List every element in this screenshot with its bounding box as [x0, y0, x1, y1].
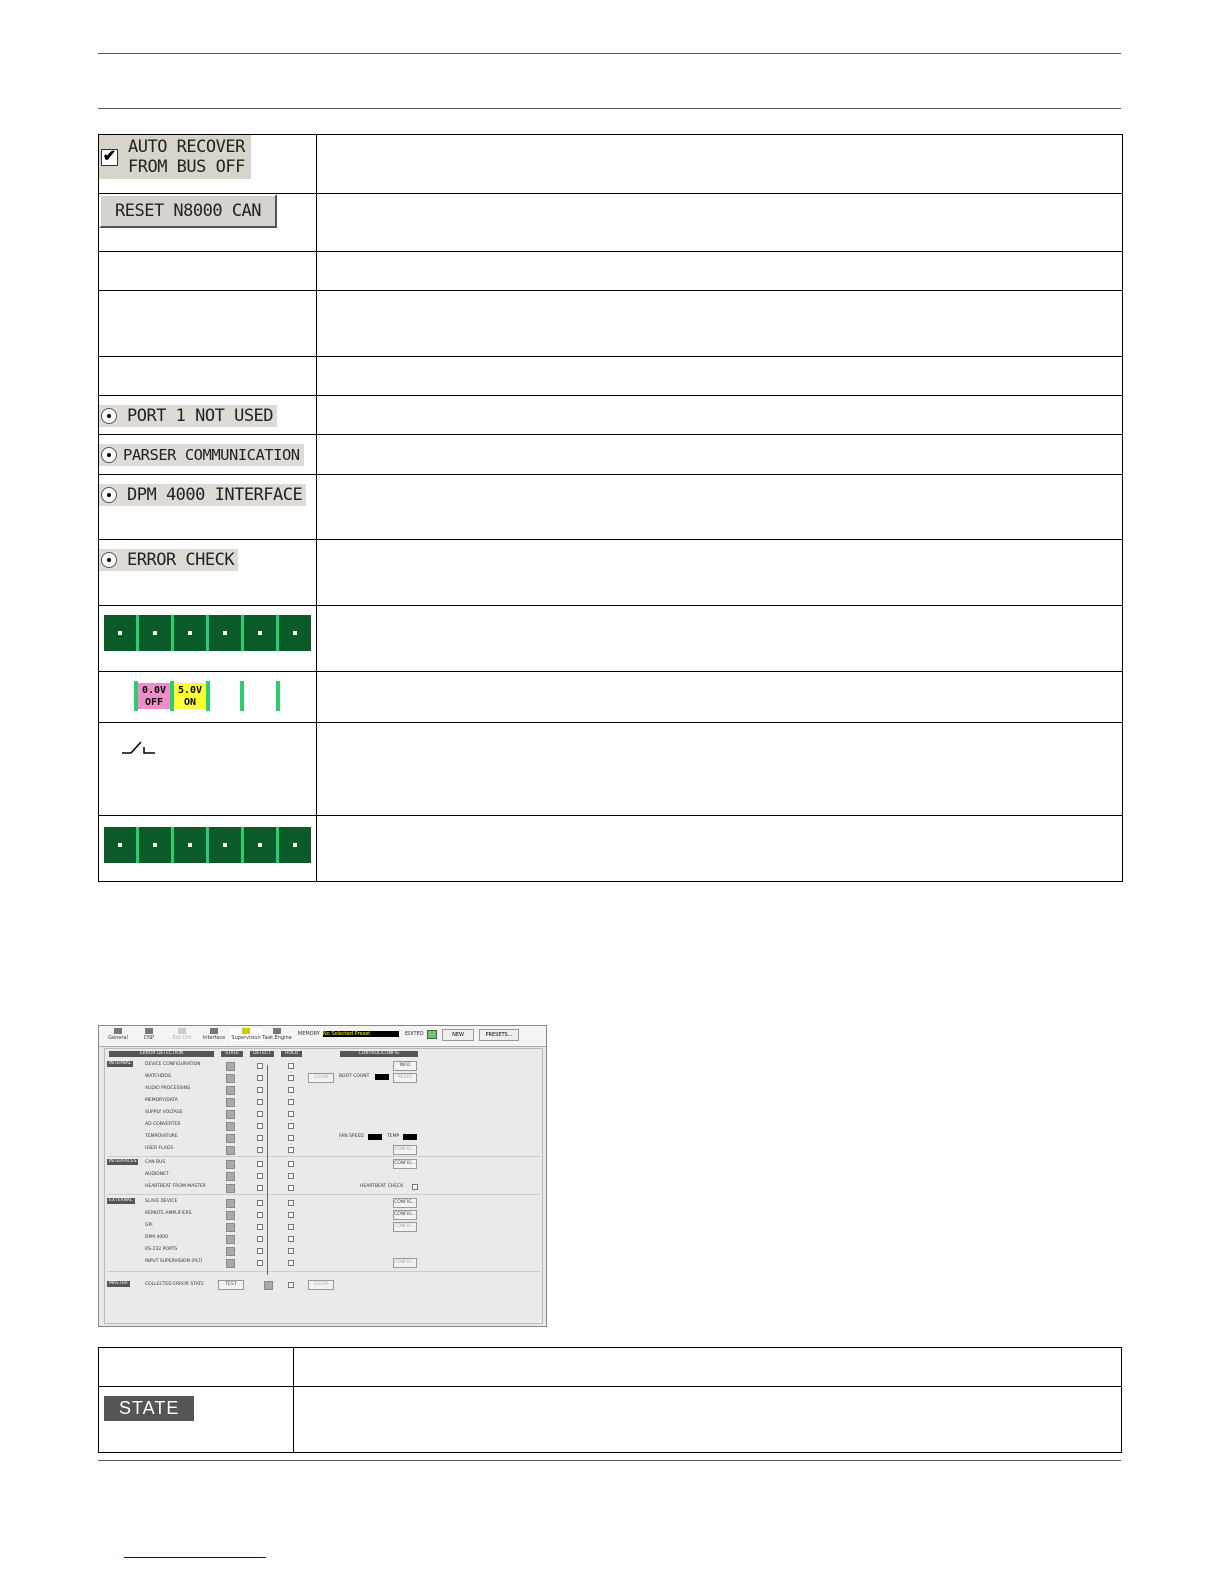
interface-icon — [210, 1028, 218, 1034]
description-cell — [317, 540, 1123, 606]
radio-selected-icon — [101, 447, 117, 463]
table-row — [99, 135, 1123, 194]
description-cell — [317, 194, 1123, 252]
auto-recover-label-line2: FROM BUS OFF — [128, 157, 245, 177]
list-item: INPUT SUPERVISION (PLT) — [145, 1259, 203, 1264]
checkbox-checked-icon: ✔ — [102, 147, 117, 165]
config-button[interactable]: CONFIG... — [393, 1159, 417, 1169]
description-cell — [317, 723, 1123, 816]
master-state-indicator — [264, 1281, 273, 1290]
state-indicator — [226, 1098, 235, 1107]
list-item: SUPPLY VOLTAGE — [145, 1110, 183, 1115]
description-cell — [317, 606, 1123, 672]
hold-checkbox[interactable] — [288, 1099, 294, 1105]
test-button[interactable]: TEST — [218, 1280, 244, 1290]
error-check-radio[interactable] — [99, 549, 238, 571]
config-button[interactable]: CONFIG... — [393, 1258, 417, 1268]
indicator-divider — [206, 681, 210, 711]
list-item: HEARTBEAT FROM MASTER — [145, 1184, 206, 1189]
master-clear-button[interactable]: CLEAR — [308, 1280, 334, 1290]
list-item: RS-232 PORTS — [145, 1247, 178, 1252]
parser-label: PARSER COMMUNICATION — [123, 446, 300, 464]
description-cell — [317, 816, 1123, 882]
table-row — [99, 606, 1123, 672]
hold-checkbox[interactable] — [288, 1248, 294, 1254]
voltage-on-box — [174, 683, 206, 709]
list-item: TEMPERATURE — [145, 1134, 178, 1139]
presets-button[interactable]: PRESETS... — [479, 1029, 519, 1041]
list-item: AUDIONET — [145, 1172, 169, 1177]
auto-recover-cell — [99, 135, 317, 194]
supervision-screenshot — [98, 1025, 547, 1327]
table-row — [99, 540, 1123, 606]
config-button[interactable]: CONFIG... — [393, 1145, 417, 1155]
led-cell — [99, 606, 317, 672]
list-item: SLAVE DEVICE — [145, 1199, 178, 1204]
detect-checkbox[interactable] — [257, 1224, 263, 1230]
detect-checkbox[interactable] — [257, 1111, 263, 1117]
voltage-off-box — [138, 683, 170, 709]
led-indicator — [244, 615, 279, 651]
hold-checkbox[interactable] — [288, 1123, 294, 1129]
led-indicator-bar — [104, 615, 311, 651]
reset-n8000-can-button[interactable]: RESET N8000 CAN — [99, 194, 277, 228]
table-row — [99, 1348, 1122, 1387]
state-indicator — [226, 1199, 235, 1208]
led-indicator — [174, 615, 209, 651]
led-indicator — [209, 615, 244, 651]
heartbeat-check-label: HEARTBEAT CHECK — [360, 1184, 404, 1189]
detect-checkbox[interactable] — [257, 1063, 263, 1069]
clear-button[interactable]: CLEAR — [308, 1073, 334, 1083]
dpm-label: DPM 4000 INTERFACE — [127, 485, 303, 505]
hold-checkbox[interactable] — [288, 1200, 294, 1206]
description-cell — [294, 1387, 1122, 1453]
detect-checkbox[interactable] — [257, 1173, 263, 1179]
state-indicator — [226, 1146, 235, 1155]
state-indicator — [226, 1110, 235, 1119]
state-indicator — [226, 1259, 235, 1268]
led-indicator — [139, 827, 174, 863]
state-indicator — [226, 1223, 235, 1232]
dsp-icon — [145, 1028, 153, 1034]
hold-checkbox[interactable] — [288, 1147, 294, 1153]
hold-checkbox[interactable] — [288, 1212, 294, 1218]
ext-ctrl-icon — [178, 1028, 186, 1034]
header-rule-top — [98, 53, 1121, 54]
tab-dsp[interactable]: DSP — [134, 1028, 164, 1041]
memory-value: No Selected Preset — [323, 1031, 399, 1037]
off-state-label: OFF — [144, 697, 164, 708]
state-indicator — [226, 1074, 235, 1083]
error-detection-header: ERROR DETECTION — [109, 1051, 214, 1057]
description-cell — [317, 435, 1123, 475]
led-indicator — [279, 615, 311, 651]
hold-checkbox[interactable] — [288, 1185, 294, 1191]
task-engine-icon — [273, 1028, 281, 1034]
switch-cell — [99, 723, 317, 816]
error-check-label: ERROR CHECK — [127, 550, 235, 570]
info-button[interactable]: INFO — [393, 1061, 417, 1071]
collected-error-state-label: COLLECTED ERROR STATE — [145, 1282, 204, 1287]
on-state-label: ON — [183, 697, 197, 708]
hold-checkbox[interactable] — [288, 1236, 294, 1242]
empty-cell — [99, 291, 317, 357]
config-button[interactable]: CONFIG... — [393, 1222, 417, 1232]
radio-selected-icon — [101, 408, 117, 424]
description-cell — [317, 252, 1123, 291]
detect-checkbox[interactable] — [257, 1200, 263, 1206]
detect-checkbox[interactable] — [257, 1075, 263, 1081]
memory-label: MEMORY — [298, 1031, 320, 1037]
table-row — [99, 723, 1123, 816]
screenshot-toolbar — [99, 1026, 546, 1047]
description-cell — [317, 396, 1123, 435]
temp-value — [403, 1134, 417, 1140]
led-indicator — [139, 615, 174, 651]
boot-count-label: BOOT COUNT — [339, 1074, 370, 1079]
voltage-indicator — [134, 681, 311, 711]
detect-checkbox[interactable] — [257, 1236, 263, 1242]
external-group-label: EXTERNAL — [109, 1198, 133, 1203]
divider — [107, 1156, 540, 1157]
list-item: WATCHDOG — [145, 1074, 172, 1079]
wrench-icon — [114, 1028, 122, 1034]
on-voltage-value: 5.0V — [177, 685, 203, 696]
table-row — [99, 475, 1123, 540]
tab-supervision[interactable]: Supervision — [230, 1028, 262, 1041]
table-row — [99, 357, 1123, 396]
temp-label: TEMP — [387, 1134, 400, 1139]
port1-label: PORT 1 NOT USED — [127, 406, 274, 426]
table-row — [99, 435, 1123, 475]
state-indicator — [226, 1235, 235, 1244]
table-row — [99, 194, 1123, 252]
indicator-divider — [240, 681, 244, 711]
reset-cell — [99, 194, 317, 252]
footer-rule — [98, 1460, 1121, 1461]
description-cell — [294, 1348, 1122, 1387]
hold-checkbox[interactable] — [288, 1224, 294, 1230]
interfaces-group-label: INTERFACES — [109, 1159, 137, 1164]
state-header: STATE — [221, 1051, 243, 1057]
led-indicator — [244, 827, 279, 863]
parser-communication-radio[interactable] — [99, 444, 304, 466]
heartbeat-check-checkbox[interactable] — [412, 1184, 418, 1190]
footer-link-underline — [124, 1557, 266, 1558]
detect-checkbox[interactable] — [257, 1161, 263, 1167]
state-indicator — [226, 1184, 235, 1193]
list-item: DEVICE CONFIGURATION — [145, 1062, 201, 1067]
reset-button[interactable]: RESET — [393, 1073, 417, 1083]
list-item: USER FLAGS — [145, 1146, 174, 1151]
master-hold-checkbox[interactable] — [288, 1282, 294, 1288]
state-indicator — [226, 1062, 235, 1071]
state-table — [98, 1347, 1122, 1453]
hold-checkbox[interactable] — [288, 1135, 294, 1141]
state-indicator — [226, 1160, 235, 1169]
auto-recover-checkbox[interactable] — [99, 135, 251, 179]
list-item: DPM 4000 — [145, 1235, 168, 1240]
detect-checkbox[interactable] — [257, 1248, 263, 1254]
state-indicator — [226, 1134, 235, 1143]
detect-checkbox[interactable] — [257, 1212, 263, 1218]
empty-cell — [99, 357, 317, 396]
list-item: GPI — [145, 1223, 153, 1228]
fan-speed-value — [368, 1134, 382, 1140]
detect-header: DETECT — [250, 1051, 274, 1057]
port1-not-used-radio[interactable] — [99, 405, 277, 427]
header-rule-bottom — [98, 108, 1121, 109]
dpm-4000-interface-radio[interactable] — [99, 484, 306, 506]
config-button[interactable]: CONFIG... — [393, 1198, 417, 1208]
list-item: AD CONVERTER — [145, 1122, 181, 1127]
description-cell — [317, 357, 1123, 396]
table-row — [99, 1387, 1122, 1453]
description-cell — [317, 672, 1123, 723]
hold-checkbox[interactable] — [288, 1161, 294, 1167]
off-voltage-value: 0.0V — [141, 685, 167, 696]
state-cell — [99, 1387, 294, 1453]
hold-checkbox[interactable] — [288, 1087, 294, 1093]
hold-checkbox[interactable] — [288, 1075, 294, 1081]
tab-ext-ctrl[interactable]: Ext Ctrl — [167, 1028, 197, 1041]
table-row — [99, 252, 1123, 291]
collector-line — [267, 1065, 268, 1275]
led-indicator — [279, 827, 311, 863]
boot-count-value — [375, 1074, 389, 1080]
led-indicator — [104, 615, 139, 651]
detect-checkbox[interactable] — [257, 1260, 263, 1266]
led-indicator — [104, 827, 139, 863]
led-indicator — [209, 827, 244, 863]
description-cell — [317, 135, 1123, 194]
config-button[interactable]: CONFIG... — [393, 1210, 417, 1220]
edited-label: EDITED — [405, 1031, 424, 1037]
port1-cell — [99, 396, 317, 435]
auto-recover-label-line1: AUTO RECOVER — [128, 137, 245, 157]
table-row — [99, 291, 1123, 357]
error-check-cell — [99, 540, 317, 606]
supervision-icon — [242, 1028, 250, 1034]
hold-checkbox[interactable] — [288, 1111, 294, 1117]
indicator-divider — [276, 681, 280, 711]
led-indicator — [174, 827, 209, 863]
hold-header: HOLD — [281, 1051, 302, 1057]
table-row — [99, 672, 1123, 723]
master-group-label: MASTER — [109, 1281, 128, 1286]
supervision-panel — [104, 1048, 543, 1324]
divider — [107, 1194, 540, 1195]
description-cell — [317, 291, 1123, 357]
edited-indicator — [427, 1030, 437, 1039]
table-row — [99, 816, 1123, 882]
empty-cell — [99, 252, 317, 291]
controls-table — [98, 134, 1123, 882]
empty-cell — [99, 1348, 294, 1387]
switch-symbol-icon — [119, 733, 159, 759]
list-item: AUDIO PROCESSING — [145, 1086, 191, 1091]
divider — [107, 1271, 540, 1272]
hold-checkbox[interactable] — [288, 1063, 294, 1069]
parser-cell — [99, 435, 317, 475]
tab-task-engine[interactable]: Task Engine — [262, 1028, 292, 1041]
state-indicator — [226, 1247, 235, 1256]
detect-checkbox[interactable] — [257, 1135, 263, 1141]
led-indicator-bar — [104, 827, 311, 863]
detect-checkbox[interactable] — [257, 1087, 263, 1093]
state-indicator — [226, 1172, 235, 1181]
detect-checkbox[interactable] — [257, 1123, 263, 1129]
hold-checkbox[interactable] — [288, 1260, 294, 1266]
voltage-cell — [99, 672, 317, 723]
radio-selected-icon — [101, 552, 117, 568]
tab-general[interactable]: General — [103, 1028, 133, 1041]
detect-checkbox[interactable] — [257, 1147, 263, 1153]
list-item: CAN BUS — [145, 1160, 166, 1165]
state-indicator — [226, 1211, 235, 1220]
state-indicator — [226, 1086, 235, 1095]
led-cell — [99, 816, 317, 882]
dpm-cell — [99, 475, 317, 540]
state-label: STATE — [104, 1396, 194, 1421]
fan-speed-label: FAN SPEED — [339, 1134, 364, 1139]
detect-checkbox[interactable] — [257, 1185, 263, 1191]
hold-checkbox[interactable] — [288, 1173, 294, 1179]
radio-selected-icon — [101, 487, 117, 503]
list-item: MEMORY/DATA — [145, 1098, 178, 1103]
state-indicator — [226, 1122, 235, 1131]
detect-checkbox[interactable] — [257, 1099, 263, 1105]
internal-group-label: INTERNAL — [109, 1061, 132, 1066]
tab-interface[interactable]: Interface — [199, 1028, 229, 1041]
list-item: REMOTE AMPLIFIERS — [145, 1211, 192, 1216]
description-cell — [317, 475, 1123, 540]
new-button[interactable]: NEW — [442, 1029, 474, 1041]
table-row — [99, 396, 1123, 435]
control-config-header: CONTROL/CONFIG — [340, 1051, 418, 1057]
